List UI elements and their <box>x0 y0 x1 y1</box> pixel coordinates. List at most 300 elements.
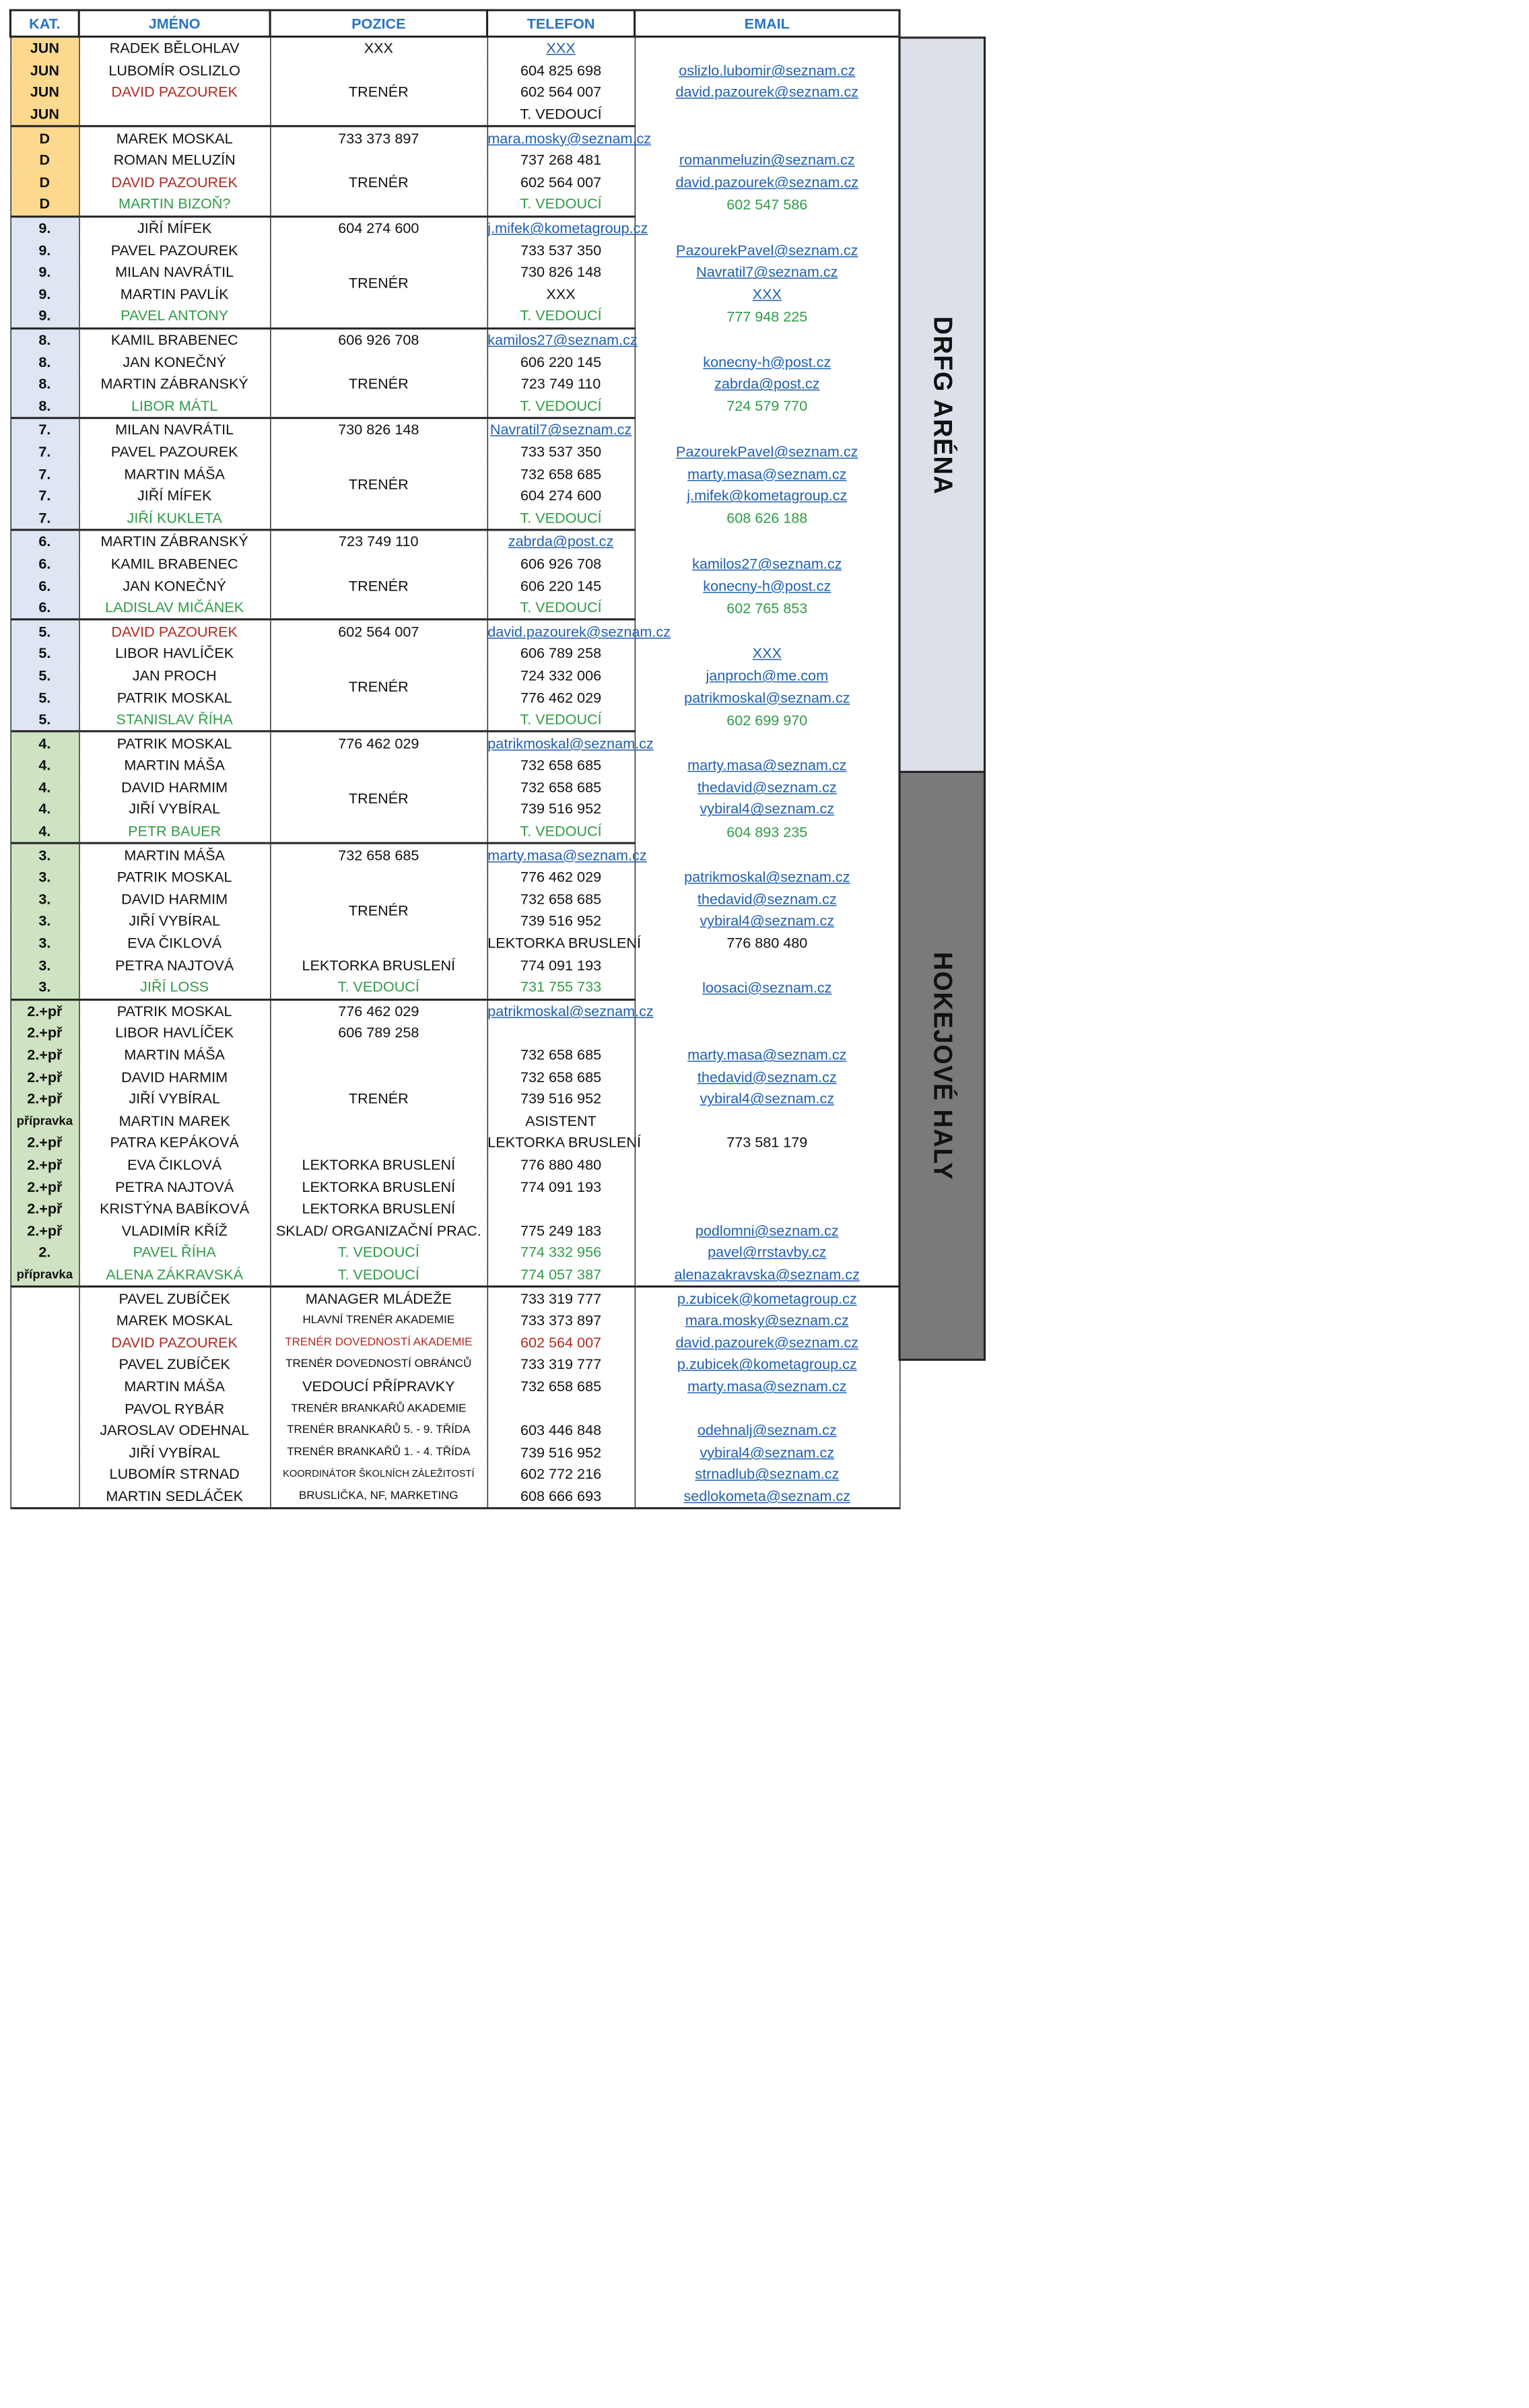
phone-cell: XXX <box>487 283 635 306</box>
section-label-drfg-arena: DRFG ARÉNA <box>898 36 986 774</box>
name-cell: MILAN NAVRÁTIL <box>79 261 270 283</box>
phone-cell: 739 516 952 <box>487 799 635 821</box>
position-cell: T. VEDOUCÍ <box>270 976 487 999</box>
table-row <box>10 1353 899 1376</box>
phone-cell: 775 249 183 <box>487 1220 635 1242</box>
phone-cell: 774 091 193 <box>487 954 635 976</box>
email-link[interactable]: konecny-h@post.cz <box>703 577 831 594</box>
email-cell <box>635 553 899 575</box>
category-cell: 7. <box>10 463 79 486</box>
phone-cell: 777 948 225 <box>635 305 899 328</box>
name-cell: PATRIK MOSKAL <box>79 999 270 1022</box>
position-cell: T. VEDOUCÍ <box>487 820 635 843</box>
email-cell <box>635 1332 899 1354</box>
email-cell <box>635 1066 899 1088</box>
table-row <box>10 1154 899 1176</box>
email-link[interactable]: kamilos27@seznam.cz <box>692 555 842 572</box>
name-cell: LADISLAV MIČÁNEK <box>79 597 270 620</box>
position-cell: TRENÉR <box>270 1044 487 1154</box>
name-cell: MARTIN ZÁBRANSKÝ <box>79 373 270 395</box>
phone-cell: 602 772 216 <box>487 1463 635 1485</box>
email-cell <box>635 755 899 777</box>
email-link[interactable]: sedlokometa@seznam.cz <box>683 1487 851 1504</box>
email-cell <box>635 575 899 597</box>
category-cell <box>10 1463 79 1485</box>
name-cell: KAMIL BRABENEC <box>79 328 270 351</box>
contacts-table <box>9 9 900 1510</box>
position-cell: T. VEDOUCÍ <box>487 395 635 418</box>
email-link[interactable]: vybiral4@seznam.cz <box>700 1444 835 1461</box>
phone-cell: 732 658 685 <box>487 463 635 486</box>
email-cell <box>635 1419 899 1442</box>
category-cell: 6. <box>10 575 79 597</box>
email-link[interactable]: Navratil7@seznam.cz <box>696 263 838 280</box>
table-row <box>10 732 899 755</box>
name-cell: LIBOR HAVLÍČEK <box>79 643 270 665</box>
category-cell: 8. <box>10 328 79 351</box>
name-cell: PETRA NAJTOVÁ <box>79 1176 270 1198</box>
email-link[interactable]: patrikmoskal@seznam.cz <box>487 735 654 751</box>
table-row <box>10 1264 899 1287</box>
position-cell: TRENÉR BRANKAŘŮ 5. - 9. TŘÍDA <box>270 1419 487 1442</box>
email-link[interactable]: podlomni@seznam.cz <box>695 1222 839 1239</box>
name-cell: JIŘÍ LOSS <box>79 976 270 999</box>
category-cell <box>10 1332 79 1354</box>
email-cell <box>635 149 899 172</box>
category-cell: 2.+př <box>10 1176 79 1198</box>
email-cell <box>635 665 899 687</box>
table-row <box>10 127 899 149</box>
position-cell: T. VEDOUCÍ <box>270 1242 487 1264</box>
table-row <box>10 1463 899 1485</box>
header-pozice: POZICE <box>270 10 487 36</box>
category-cell: 2.+př <box>10 1044 79 1067</box>
phone-cell: 733 319 777 <box>487 1353 635 1376</box>
name-cell: JAN KONEČNÝ <box>79 352 270 374</box>
email-link[interactable]: PazourekPavel@seznam.cz <box>676 443 858 460</box>
position-cell: LEKTORKA BRUSLENÍ <box>270 1198 487 1220</box>
name-cell: DAVID HARMIM <box>79 888 270 910</box>
category-cell <box>10 1485 79 1508</box>
email-link[interactable]: odehnalj@seznam.cz <box>697 1422 837 1438</box>
phone-cell: 723 749 110 <box>270 530 487 553</box>
category-cell: 2.+př <box>10 1088 79 1110</box>
email-link[interactable]: kamilos27@seznam.cz <box>487 331 638 348</box>
category-cell: 2.+př <box>10 1220 79 1242</box>
phone-cell: 608 666 693 <box>487 1485 635 1508</box>
email-cell <box>487 844 647 867</box>
position-cell: SKLAD/ ORGANIZAČNÍ PRAC. <box>270 1220 487 1242</box>
category-cell: 8. <box>10 352 79 374</box>
name-cell: PATRA KEPÁKOVÁ <box>79 1132 270 1154</box>
category-cell: JUN <box>10 59 79 81</box>
category-cell: 8. <box>10 395 79 418</box>
email-link[interactable]: XXX <box>752 286 782 302</box>
email-link[interactable]: marty.masa@seznam.cz <box>687 1046 847 1063</box>
email-cell <box>635 1044 899 1067</box>
phone-cell: 733 373 897 <box>270 127 487 149</box>
email-cell <box>635 643 899 665</box>
position-cell: TRENÉR BRANKAŘŮ AKADEMIE <box>270 1397 487 1419</box>
table-row <box>10 328 899 351</box>
email-link[interactable]: thedavid@seznam.cz <box>697 890 837 907</box>
name-cell: MARTIN MAREK <box>79 1110 270 1132</box>
email-cell <box>635 59 899 81</box>
email-cell <box>487 1022 635 1044</box>
category-cell <box>10 1287 79 1310</box>
name-cell: MARTIN SEDLÁČEK <box>79 1485 270 1508</box>
email-cell <box>635 799 899 821</box>
table-row <box>10 1485 899 1508</box>
email-link[interactable]: marty.masa@seznam.cz <box>687 757 847 774</box>
phone-cell: 603 446 848 <box>487 1419 635 1442</box>
position-cell: LEKTORKA BRUSLENÍ <box>487 933 635 955</box>
table-row <box>10 239 899 261</box>
email-cell <box>635 1485 899 1508</box>
email-cell <box>635 1463 899 1485</box>
email-link[interactable]: thedavid@seznam.cz <box>697 778 837 795</box>
email-link[interactable]: david.pazourek@seznam.cz <box>487 623 671 640</box>
table-row <box>10 867 899 889</box>
category-cell: 7. <box>10 507 79 530</box>
category-cell: 6. <box>10 530 79 553</box>
header-jmeno: JMÉNO <box>79 10 270 36</box>
category-cell: 5. <box>10 708 79 731</box>
category-cell: přípravka <box>10 1110 79 1132</box>
category-cell: 2.+př <box>10 999 79 1022</box>
category-cell: 9. <box>10 261 79 283</box>
email-link[interactable]: j.mifek@kometagroup.cz <box>687 487 848 504</box>
table-row <box>10 418 899 441</box>
email-link[interactable]: alenazakravska@seznam.cz <box>674 1266 860 1283</box>
name-cell: DAVID PAZOUREK <box>79 620 270 642</box>
phone-cell: 733 373 897 <box>487 1310 635 1332</box>
phone-cell: 732 658 685 <box>487 888 635 910</box>
name-cell: JIŘÍ KUKLETA <box>79 507 270 530</box>
phone-cell: 730 826 148 <box>270 418 487 441</box>
phone-cell: 739 516 952 <box>487 1088 635 1110</box>
name-cell: MARTIN MÁŠA <box>79 1044 270 1067</box>
email-cell <box>635 1088 899 1110</box>
table-row <box>10 216 899 239</box>
category-cell <box>10 1310 79 1332</box>
email-link[interactable]: patrikmoskal@seznam.cz <box>487 1002 654 1019</box>
phone-cell: 737 268 481 <box>487 149 635 172</box>
position-cell: T. VEDOUCÍ <box>487 305 635 328</box>
position-cell: HLAVNÍ TRENÉR AKADEMIE <box>270 1310 487 1332</box>
table-row <box>10 1442 899 1464</box>
header-row <box>10 10 899 36</box>
position-cell: LEKTORKA BRUSLENÍ <box>270 1176 487 1198</box>
email-link[interactable]: david.pazourek@seznam.cz <box>675 174 859 191</box>
email-cell <box>635 954 899 976</box>
email-link[interactable]: vybiral4@seznam.cz <box>700 801 835 817</box>
category-cell: JUN <box>10 36 79 59</box>
email-link[interactable]: Navratil7@seznam.cz <box>489 421 632 438</box>
phone-cell: 608 626 188 <box>635 507 899 530</box>
category-cell: 2.+př <box>10 1154 79 1176</box>
email-link[interactable]: p.zubicek@kometagroup.cz <box>677 1356 857 1372</box>
category-cell: 3. <box>10 933 79 955</box>
email-cell <box>487 127 652 149</box>
name-cell: PAVEL ŘÍHA <box>79 1242 270 1264</box>
phone-cell: 730 826 148 <box>487 261 635 283</box>
position-cell: T. VEDOUCÍ <box>270 1264 487 1287</box>
email-cell <box>635 261 899 283</box>
phone-cell: 604 893 235 <box>635 820 899 843</box>
position-cell: TRENÉR <box>270 553 487 620</box>
email-cell <box>635 1442 899 1464</box>
phone-cell: XXX <box>270 36 487 59</box>
phone-cell: 604 274 600 <box>270 216 487 239</box>
name-cell: PETR BAUER <box>79 820 270 843</box>
phone-cell: 606 220 145 <box>487 575 635 597</box>
table-row <box>10 36 899 59</box>
phone-cell: 733 537 350 <box>487 441 635 463</box>
position-cell: TRENÉR <box>270 441 487 530</box>
name-cell: MARTIN MÁŠA <box>79 463 270 486</box>
name-cell: DAVID PAZOUREK <box>79 81 270 104</box>
email-link[interactable]: XXX <box>752 645 782 662</box>
email-link[interactable]: thedavid@seznam.cz <box>697 1068 837 1085</box>
table-row <box>10 1287 899 1310</box>
table-row <box>10 1242 899 1264</box>
email-link[interactable]: mara.mosky@seznam.cz <box>685 1312 849 1329</box>
email-link[interactable]: XXX <box>546 40 576 57</box>
name-cell: ALENA ZÁKRAVSKÁ <box>79 1264 270 1287</box>
position-cell: T. VEDOUCÍ <box>487 507 635 530</box>
name-cell: DAVID HARMIM <box>79 776 270 799</box>
category-cell: 8. <box>10 373 79 395</box>
category-cell <box>10 1397 79 1419</box>
position-cell: T. VEDOUCÍ <box>487 104 635 127</box>
table-row <box>10 1198 899 1220</box>
category-cell: 7. <box>10 485 79 507</box>
table-row <box>10 352 899 374</box>
email-link[interactable]: romanmeluzin@seznam.cz <box>679 152 855 168</box>
email-link[interactable]: zabrda@post.cz <box>508 533 614 550</box>
phone-cell: 773 581 179 <box>635 1132 899 1154</box>
table-row <box>10 844 899 867</box>
phone-cell: 774 091 193 <box>487 1176 635 1198</box>
email-link[interactable]: janproch@me.com <box>706 667 829 683</box>
email-link[interactable]: konecny-h@post.cz <box>703 353 831 370</box>
phone-cell: 604 825 698 <box>487 59 635 81</box>
position-cell: TRENÉR <box>270 59 487 126</box>
email-link[interactable]: patrikmoskal@seznam.cz <box>684 689 850 706</box>
phone-cell: 606 926 708 <box>270 328 487 351</box>
name-cell: PETRA NAJTOVÁ <box>79 954 270 976</box>
table-row <box>10 1419 899 1442</box>
email-link[interactable]: mara.mosky@seznam.cz <box>487 129 652 146</box>
category-cell: D <box>10 127 79 149</box>
email-cell <box>635 888 899 910</box>
position-cell: TRENÉR <box>270 755 487 844</box>
email-cell <box>635 1242 899 1264</box>
name-cell <box>79 104 270 127</box>
phone-cell: 602 564 007 <box>487 172 635 194</box>
category-cell: 5. <box>10 687 79 709</box>
email-link[interactable]: oslizlo.lubomir@seznam.cz <box>679 61 856 79</box>
phone-cell: 774 057 387 <box>487 1264 635 1287</box>
position-cell: T. VEDOUCÍ <box>487 708 635 731</box>
category-cell: 4. <box>10 755 79 777</box>
category-cell <box>10 1419 79 1442</box>
email-link[interactable]: zabrda@post.cz <box>714 375 820 392</box>
email-link[interactable]: patrikmoskal@seznam.cz <box>684 869 850 885</box>
email-link[interactable]: j.mifek@kometagroup.cz <box>487 220 648 236</box>
name-cell: LUBOMÍR STRNAD <box>79 1463 270 1485</box>
position-cell: TRENÉR <box>270 643 487 732</box>
phone-cell: 606 789 258 <box>270 1022 487 1044</box>
table-row <box>10 1176 899 1198</box>
category-cell: 9. <box>10 305 79 328</box>
name-cell: KAMIL BRABENEC <box>79 553 270 575</box>
phone-cell: 776 462 029 <box>487 687 635 709</box>
name-cell: KRISTÝNA BABÍKOVÁ <box>79 1198 270 1220</box>
phone-cell: 776 880 480 <box>635 933 899 955</box>
name-cell: MILAN NAVRÁTIL <box>79 418 270 441</box>
email-cell <box>635 687 899 709</box>
phone-cell: 731 755 733 <box>487 976 635 999</box>
phone-cell: 602 765 853 <box>635 597 899 620</box>
category-cell: 2.+př <box>10 1022 79 1044</box>
email-cell <box>635 239 899 261</box>
phone-cell <box>635 104 899 127</box>
email-link[interactable]: strnadlub@seznam.cz <box>695 1465 840 1482</box>
email-link[interactable]: david.pazourek@seznam.cz <box>675 83 859 100</box>
email-cell <box>487 999 654 1022</box>
table-row <box>10 620 899 642</box>
name-cell: JIŘÍ VYBÍRAL <box>79 1442 270 1464</box>
name-cell: PAVEL ZUBÍČEK <box>79 1353 270 1376</box>
name-cell: MARTIN MÁŠA <box>79 844 270 867</box>
name-cell: MARTIN MÁŠA <box>79 755 270 777</box>
email-cell <box>635 776 899 799</box>
name-cell: JAN KONEČNÝ <box>79 575 270 597</box>
name-cell: RADEK BĚLOHLAV <box>79 36 270 59</box>
email-cell <box>635 172 899 194</box>
category-cell: 6. <box>10 597 79 620</box>
email-cell <box>635 1264 899 1287</box>
phone-cell: 732 658 685 <box>487 1044 635 1067</box>
email-link[interactable]: marty.masa@seznam.cz <box>487 846 647 863</box>
table-row <box>10 59 899 81</box>
category-cell: 2.+př <box>10 1066 79 1088</box>
table-row <box>10 1397 899 1419</box>
email-link[interactable]: marty.masa@seznam.cz <box>687 1378 847 1395</box>
category-cell: 2.+př <box>10 1198 79 1220</box>
position-cell: ASISTENT <box>487 1110 635 1132</box>
table-row <box>10 755 899 777</box>
email-link[interactable]: loosaci@seznam.cz <box>702 979 832 996</box>
name-cell: MARTIN MÁŠA <box>79 1376 270 1398</box>
name-cell: MARTIN BIZOŇ? <box>79 193 270 216</box>
category-cell <box>10 1353 79 1376</box>
phone-cell: 724 579 770 <box>635 395 899 418</box>
phone-cell: 732 658 685 <box>487 1376 635 1398</box>
email-link[interactable]: p.zubicek@kometagroup.cz <box>677 1290 857 1307</box>
name-cell: JIŘÍ VYBÍRAL <box>79 799 270 821</box>
position-cell: LEKTORKA BRUSLENÍ <box>270 1154 487 1176</box>
category-cell: 3. <box>10 844 79 867</box>
phone-cell <box>487 1198 635 1220</box>
table-row <box>10 530 899 553</box>
phone-cell: 602 564 007 <box>270 620 487 642</box>
phone-cell: 724 332 006 <box>487 665 635 687</box>
category-cell: 9. <box>10 239 79 261</box>
position-cell: TRENÉR <box>270 149 487 216</box>
table-row <box>10 999 899 1022</box>
name-cell: ROMAN MELUZÍN <box>79 149 270 172</box>
email-cell <box>635 1397 899 1419</box>
phone-cell: 733 537 350 <box>487 239 635 261</box>
position-cell: TRENÉR <box>270 352 487 418</box>
category-cell: JUN <box>10 104 79 127</box>
phone-cell: 602 699 970 <box>635 708 899 731</box>
name-cell: DAVID HARMIM <box>79 1066 270 1088</box>
phone-cell: 602 547 586 <box>635 193 899 216</box>
category-cell <box>10 1376 79 1398</box>
category-cell: D <box>10 172 79 194</box>
category-cell: 5. <box>10 643 79 665</box>
category-cell: 4. <box>10 776 79 799</box>
phone-cell: 602 564 007 <box>487 81 635 104</box>
table-row <box>10 976 899 999</box>
email-cell <box>487 530 635 553</box>
name-cell: JIŘÍ VYBÍRAL <box>79 910 270 933</box>
email-cell <box>487 620 671 642</box>
table-row <box>10 1376 899 1398</box>
email-link[interactable]: pavel@rrstavby.cz <box>708 1244 827 1261</box>
email-link[interactable]: marty.masa@seznam.cz <box>687 465 847 482</box>
category-cell: 6. <box>10 553 79 575</box>
name-cell: PAVEL ZUBÍČEK <box>79 1287 270 1310</box>
name-cell: MAREK MOSKAL <box>79 1310 270 1332</box>
email-cell <box>487 328 638 351</box>
email-cell <box>635 463 899 486</box>
table-row <box>10 149 899 172</box>
phone-cell: 774 332 956 <box>487 1242 635 1264</box>
email-link[interactable]: PazourekPavel@seznam.cz <box>676 241 858 259</box>
name-cell: DAVID PAZOUREK <box>79 172 270 194</box>
name-cell: LUBOMÍR OSLIZLO <box>79 59 270 81</box>
email-cell <box>635 373 899 395</box>
phone-cell: 723 749 110 <box>487 373 635 395</box>
name-cell: JAN PROCH <box>79 665 270 687</box>
table-row <box>10 1022 899 1044</box>
email-link[interactable]: vybiral4@seznam.cz <box>700 1090 835 1107</box>
email-cell <box>635 81 899 104</box>
phone-cell: 776 462 029 <box>270 732 487 755</box>
phone-cell: 606 220 145 <box>487 352 635 374</box>
name-cell: JIŘÍ MÍFEK <box>79 485 270 507</box>
name-cell: EVA ČIKLOVÁ <box>79 933 270 955</box>
name-cell: PAVEL PAZOUREK <box>79 441 270 463</box>
name-cell: STANISLAV ŘÍHA <box>79 708 270 731</box>
table-row <box>10 954 899 976</box>
position-cell: KOORDINÁTOR ŠKOLNÍCH ZÁLEŽITOSTÍ <box>270 1463 487 1485</box>
email-link[interactable]: vybiral4@seznam.cz <box>700 912 835 929</box>
name-cell: MARTIN PAVLÍK <box>79 283 270 306</box>
email-link[interactable]: david.pazourek@seznam.cz <box>675 1334 859 1351</box>
category-cell: 3. <box>10 976 79 999</box>
email-cell <box>487 732 654 755</box>
phone-cell: 606 926 708 <box>487 553 635 575</box>
email-cell <box>487 36 635 59</box>
name-cell: LIBOR HAVLÍČEK <box>79 1022 270 1044</box>
header-telefon: TELEFON <box>487 10 635 36</box>
